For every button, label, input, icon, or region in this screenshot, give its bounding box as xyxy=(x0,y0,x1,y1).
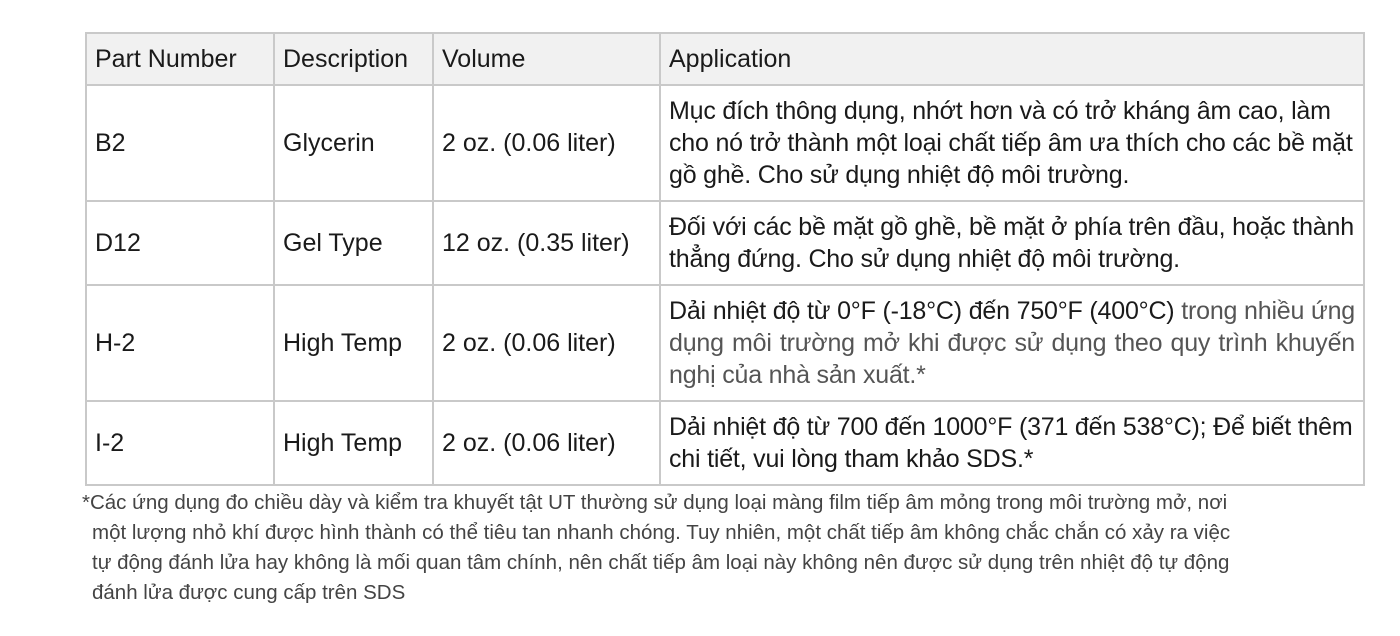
cell-description: High Temp xyxy=(274,401,433,485)
cell-volume: 2 oz. (0.06 liter) xyxy=(433,401,660,485)
application-temperature-range: Dải nhiệt độ từ 0°F (-18°C) đến 750°F (400°C) xyxy=(669,297,1175,325)
cell-application: Mục đích thông dụng, nhớt hơn và có trở kháng âm cao, làm cho nó trở thành một loại chất tiếp âm ưa thích cho các bề mặt gồ ghề. Cho sử dụng nhiệt độ môi trường. xyxy=(660,85,1364,201)
footnote-line: tự động đánh lửa hay không là mối quan tâm chính, nên chất tiếp âm loại này không nên được sử dụng trên nhiệt độ tự động xyxy=(92,551,1230,574)
table-row xyxy=(86,201,1364,285)
cell-application xyxy=(660,285,1364,401)
cell-part-number: H-2 xyxy=(86,285,274,401)
couplant-table-container xyxy=(85,32,1363,486)
footnote-line: *Các ứng dụng đo chiều dày và kiểm tra khuyết tật UT thường sử dụng loại màng film tiếp âm mỏng trong môi trường mở, nơi xyxy=(82,491,1228,514)
table-row xyxy=(86,85,1364,201)
header-volume: Volume xyxy=(433,33,660,85)
cell-part-number: D12 xyxy=(86,201,274,285)
cell-volume: 12 oz. (0.35 liter) xyxy=(433,201,660,285)
cell-description: High Temp xyxy=(274,285,433,401)
cell-volume: 2 oz. (0.06 liter) xyxy=(433,85,660,201)
cell-volume: 2 oz. (0.06 liter) xyxy=(433,285,660,401)
header-application: Application xyxy=(660,33,1364,85)
cell-part-number: I-2 xyxy=(86,401,274,485)
footnote-line: một lượng nhỏ khí được hình thành có thể tiêu tan nhanh chóng. Tuy nhiên, một chất tiếp âm không chắc chắn có xảy ra việc xyxy=(92,521,1231,544)
table-row xyxy=(86,285,1364,401)
footnote xyxy=(82,488,1367,608)
cell-description: Glycerin xyxy=(274,85,433,201)
couplant-table xyxy=(85,32,1365,486)
footnote-line: đánh lửa được cung cấp trên SDS xyxy=(92,581,406,604)
cell-application: Dải nhiệt độ từ 700 đến 1000°F (371 đến 538°C); Để biết thêm chi tiết, vui lòng tham khảo SDS.* xyxy=(660,401,1364,485)
application-note: trong nhiều ứng dụng môi trường mở khi được sử dụng theo quy trình khuyến nghị của nhà sản xuất.* xyxy=(669,297,1355,389)
cell-description: Gel Type xyxy=(274,201,433,285)
cell-application: Đối với các bề mặt gồ ghề, bề mặt ở phía trên đầu, hoặc thành thẳng đứng. Cho sử dụng nhiệt độ môi trường. xyxy=(660,201,1364,285)
cell-part-number: B2 xyxy=(86,85,274,201)
table-row xyxy=(86,401,1364,485)
table-header-row xyxy=(86,33,1364,85)
header-part-number: Part Number xyxy=(86,33,274,85)
header-description: Description xyxy=(274,33,433,85)
